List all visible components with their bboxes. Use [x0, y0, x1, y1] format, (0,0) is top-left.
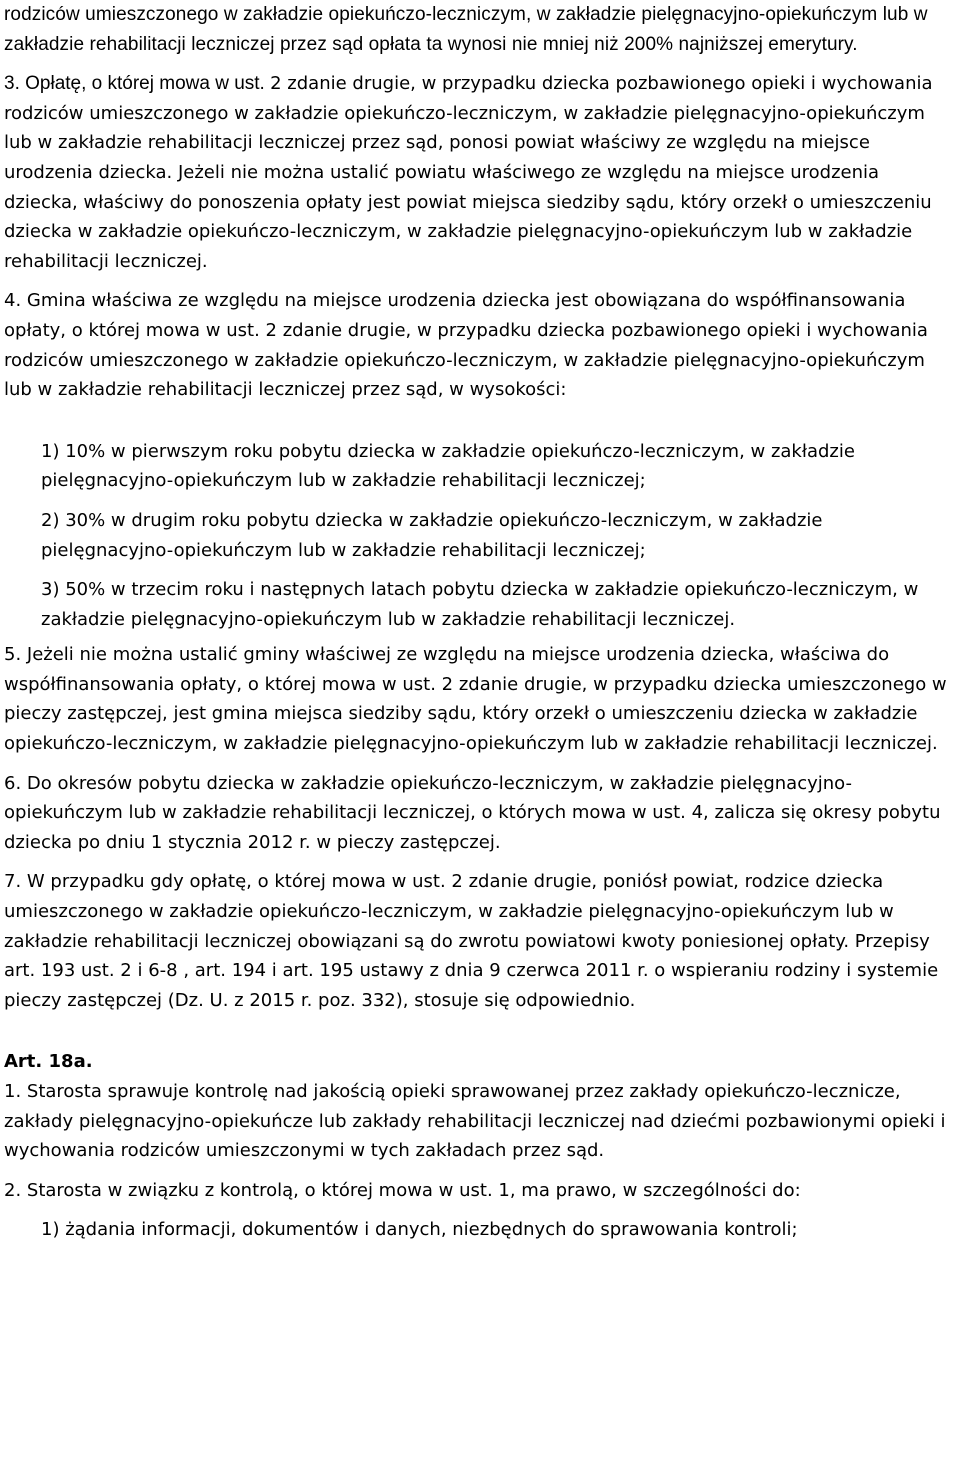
article-paragraph-1: 1. Starosta sprawuje kontrolę nad jakością opieki sprawowanej przez zakłady opiekuńczo-lecznicze, zakłady pielęgnacyjno-opiekuńcze lub zakłady rehabilitacji leczniczej nad dziećmi pozbawionymi opieki i wychowania rodziców umieszczonymi w tych zakładach przez sąd.: [4, 1081, 946, 1162]
paragraph-6: 6. Do okresów pobytu dziecka w zakładzie opiekuńczo-leczniczym, w zakładzie pielęgnacyjno-opiekuńczym lub w zakładzie rehabilitacji leczniczej, o których mowa w ust. 4, zalicza się okresy pobytu dziecka po dniu 1 stycznia 2012 r. w pieczy zastępczej.: [4, 772, 941, 853]
paragraph-3-rest: 2 zdanie drugie, w przypadku dziecka pozbawionego opieki i wychowania rodziców umieszczonego w zakładzie opiekuńczo-leczniczym, w zakładzie pielęgnacyjno-opiekuńczym lub w zakładzie rehabilitacji leczniczej przez sąd, ponosi powiat właściwy ze względu na miejsce urodzenia dziecka. Jeżeli nie można ustalić powiatu właściwego ze względu na miejsce urodzenia dziecka, właściwy do ponoszenia opłaty jest powiat miejsca siedziby sądu, który orzekł o umieszczeniu dziecka w zakładzie opiekuńczo-leczniczym, w zakładzie pielęgnacyjno-opiekuńczym lub w zakładzie rehabilitacji leczniczej.: [4, 73, 933, 272]
article-heading: Art. 18a.: [4, 1051, 93, 1073]
article-paragraph-2: 2. Starosta w związku z kontrolą, o której mowa w ust. 1, ma prawo, w szczególności do:: [4, 1179, 801, 1201]
paragraph-3-start: 3. Opłatę, o której mowa w ust.: [4, 73, 271, 95]
list-item: 1) 10% w pierwszym roku pobytu dziecka w zakładzie opiekuńczo-leczniczym, w zakładzie pielęgnacyjno-opiekuńczym lub w zakładzie rehabilitacji leczniczej;: [41, 440, 855, 492]
paragraph-7: 7. W przypadku gdy opłatę, o której mowa w ust. 2 zdanie drugie, poniósł powiat, rodzice dziecka umieszczonego w zakładzie opiekuńczo-leczniczym, w zakładzie pielęgnacyjno-opiekuńczym lub w zakładzie rehabilitacji leczniczej obowiązani są do zwrotu powiatowi kwoty poniesionej opłaty. Przepisy art. 193 ust. 2 i 6-8 , art. 194 i art. 195 ustawy z dnia 9 czerwca 2011 r. o wspieraniu rodziny i systemie pieczy zastępczej (Dz. U. z 2015 r. poz. 332), stosuje się odpowiednio.: [4, 871, 939, 1011]
paragraph-5: 5. Jeżeli nie można ustalić gminy właściwej ze względu na miejsce urodzenia dziecka, właściwa do współfinansowania opłaty, o której mowa w ust. 2 zdanie drugie, w przypadku dziecka umieszczonego w pieczy zastępczej, jest gmina miejsca siedziby sądu, który orzekł o umieszczeniu dziecka w zakładzie opiekuńczo-leczniczym, w zakładzie pielęgnacyjno-opiekuńczym lub w zakładzie rehabilitacji leczniczej.: [4, 644, 947, 755]
paragraph-4: 4. Gmina właściwa ze względu na miejsce urodzenia dziecka jest obowiązana do współfinansowania opłaty, o której mowa w ust. 2 zdanie drugie, w przypadku dziecka pozbawionego opieki i wychowania rodziców umieszczonego w zakładzie opiekuńczo-leczniczym, w zakładzie pielęgnacyjno-opiekuńczym lub w zakładzie rehabilitacji leczniczej przez sąd, w wysokości:: [4, 290, 928, 401]
paragraph-continuation: rodziców umieszczonego w zakładzie opiekuńczo-leczniczym, w zakładzie pielęgnacyjno-opiekuńczym lub w zakładzie rehabilitacji leczniczej przez sąd opłata ta wynosi nie mniej niż 200% najniższej emerytury.: [4, 4, 928, 55]
list-item: 2) 30% w drugim roku pobytu dziecka w zakładzie opiekuńczo-leczniczym, w zakładzie pielęgnacyjno-opiekuńczym lub w zakładzie rehabilitacji leczniczej;: [41, 509, 823, 561]
article-paragraph-2-list: [4, 1215, 956, 1245]
paragraph-4-list: [4, 437, 956, 635]
list-item: 3) 50% w trzecim roku i następnych latach pobytu dziecka w zakładzie opiekuńczo-leczniczym, w zakładzie pielęgnacyjno-opiekuńczym lub w zakładzie rehabilitacji leczniczej.: [41, 579, 919, 630]
paragraph-3: [4, 69, 956, 276]
document-page: [4, 0, 956, 1245]
list-item: 1) żądania informacji, dokumentów i danych, niezbędnych do sprawowania kontroli;: [41, 1219, 798, 1241]
